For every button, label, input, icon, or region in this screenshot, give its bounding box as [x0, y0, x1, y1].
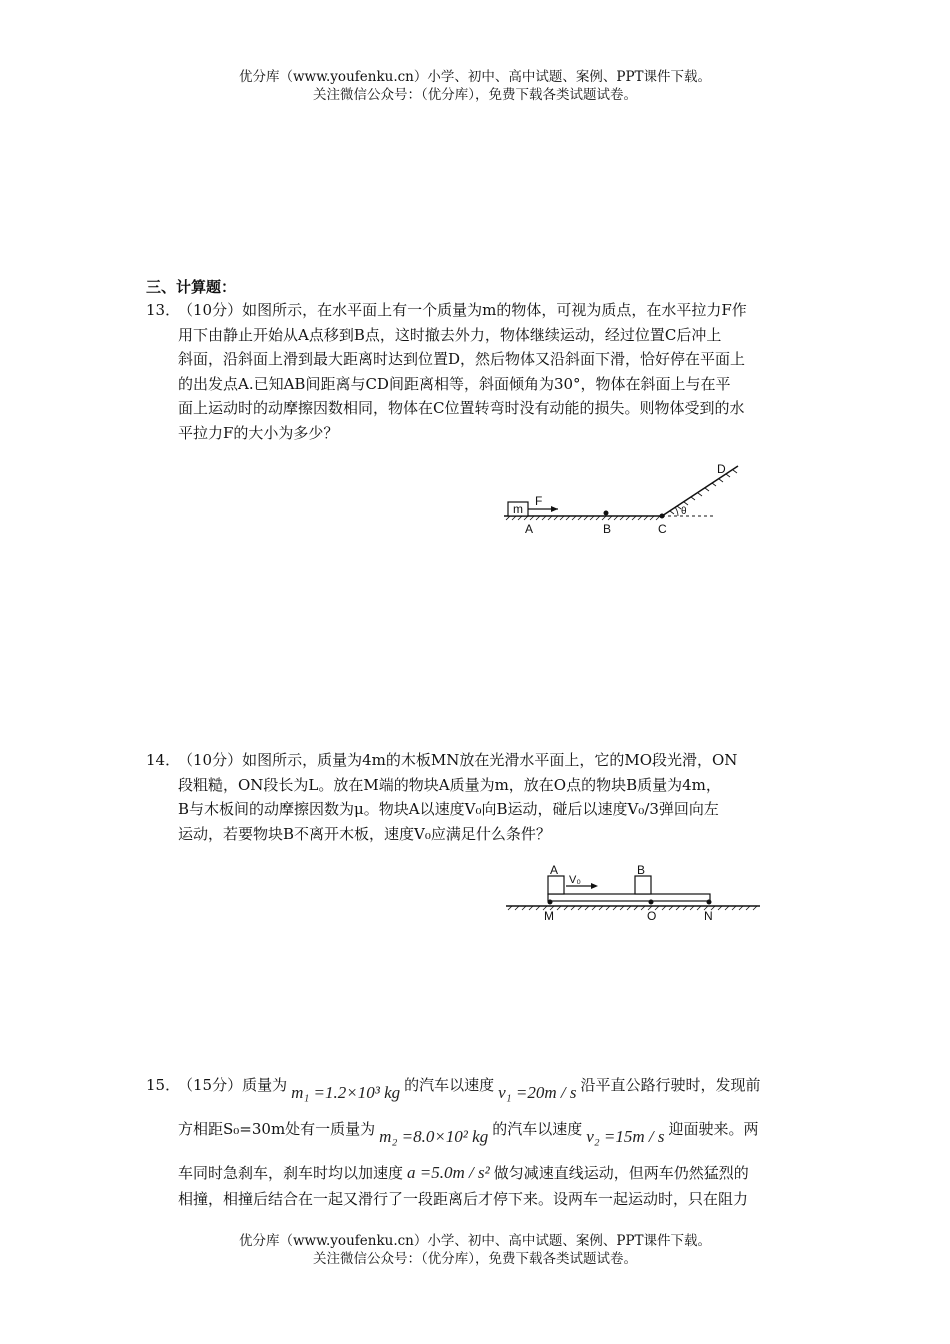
question-14-line-2: 段粗糙，ON段长为L。放在M端的物块A质量为m，放在O点的物块B质量为4m，	[178, 775, 721, 794]
q15-text: 做匀减速直线运动，但两车仍然猛烈的	[493, 1164, 749, 1182]
formula-a: a =5.0m / s²	[407, 1163, 490, 1182]
figure-board	[502, 862, 764, 924]
question-15-line-2	[178, 1116, 826, 1146]
footer-line-2: 关注微信公众号：（优分库），免费下载各类试题试卷。	[313, 1251, 637, 1267]
formula-m2: m₂ =8.0×10² kg	[379, 1127, 489, 1146]
board-mn	[548, 894, 710, 901]
header-line-1: 优分库（www.youfenku.cn）小学、初中、高中试题、案例、PPT课件下载。	[238, 69, 712, 85]
q15-text: 的汽车以速度	[404, 1076, 495, 1094]
point-a-label: A	[525, 522, 534, 536]
velocity-label: V₀	[569, 874, 581, 886]
force-label: F	[535, 494, 543, 508]
question-13-line-3: 斜面，沿斜面上滑到最大距离时达到位置D，然后物体又沿斜面下滑，恰好停在平面上	[178, 350, 746, 368]
block-b	[635, 876, 651, 894]
header-line-2: 关注微信公众号：（优分库），免费下载各类试题试卷。	[313, 87, 637, 103]
block-a	[548, 876, 564, 894]
point-d-label: D	[717, 462, 726, 476]
block-label: m	[513, 502, 523, 516]
formula-v2: v₂ =15m / s	[586, 1127, 665, 1146]
question-number: 15．	[146, 1076, 181, 1094]
point-o-label: O	[647, 909, 657, 923]
page-footer	[0, 1232, 950, 1268]
block-a-label: A	[550, 863, 559, 877]
figure-incline	[500, 458, 750, 538]
footer-line-1: 优分库（www.youfenku.cn）小学、初中、高中试题、案例、PPT课件下载。	[238, 1233, 712, 1249]
q15-text: 方相距S₀=30m处有一质量为	[178, 1120, 376, 1138]
formula-m1: m₁ =1.2×10³ kg	[291, 1083, 401, 1102]
point-c-label: C	[658, 522, 667, 536]
question-15-line-4: 相撞，相撞后结合在一起又滑行了一段距离后才停下来。设两车一起运动时，只在阻力	[178, 1190, 749, 1208]
point-n-label: N	[704, 909, 713, 923]
question-13-line-4: 的出发点A.已知AB间距离与CD间距离相等，斜面倾角为30°，物体在斜面上与在平	[178, 374, 731, 393]
q15-text: 沿平直公路行驶时，发现前	[580, 1076, 761, 1094]
question-15-line-3	[178, 1160, 826, 1186]
question-13	[146, 298, 826, 445]
question-15-line-1	[178, 1072, 826, 1102]
q15-text: 车同时急刹车，刹车时均以加速度	[178, 1164, 404, 1182]
section-title: 三、计算题：	[146, 278, 237, 296]
question-number: 14．	[146, 751, 181, 769]
point-b-label: B	[603, 522, 612, 536]
question-14-line-4: 运动，若要物块B不离开木板，速度V₀应满足什么条件？	[178, 824, 551, 843]
angle-label: θ	[681, 506, 687, 517]
page-header	[0, 68, 950, 104]
question-13-line-1: （10分）如图所示，在水平面上有一个质量为m的物体，可视为质点，在水平拉力F作	[178, 301, 747, 319]
block-b-label: B	[637, 863, 646, 877]
question-number: 13．	[146, 301, 181, 319]
question-13-line-5: 面上运动时的动摩擦因数相同，物体在C位置转弯时没有动能的损失。则物体受到的水	[178, 399, 745, 417]
q15-text: 的汽车以速度	[492, 1120, 583, 1138]
point-m-label: M	[544, 909, 554, 923]
question-14	[146, 748, 826, 846]
q15-text: 迎面驶来。两	[668, 1120, 759, 1138]
question-14-line-1: （10分）如图所示，质量为4m的木板MN放在光滑水平面上，它的MO段光滑，ON	[178, 751, 738, 769]
question-13-line-6: 平拉力F的大小为多少？	[178, 423, 339, 442]
q15-text: （15分）质量为	[178, 1076, 288, 1094]
question-15	[146, 1072, 826, 1212]
question-14-line-3: B与木板间的动摩擦因数为μ。物块A以速度V₀向B运动，碰后以速度V₀/3弹回向左	[178, 800, 719, 818]
question-13-line-2: 用下由静止开始从A点移到B点，这时撤去外力，物体继续运动，经过位置C后冲上	[178, 325, 722, 344]
formula-v1: v₁ =20m / s	[498, 1083, 577, 1102]
